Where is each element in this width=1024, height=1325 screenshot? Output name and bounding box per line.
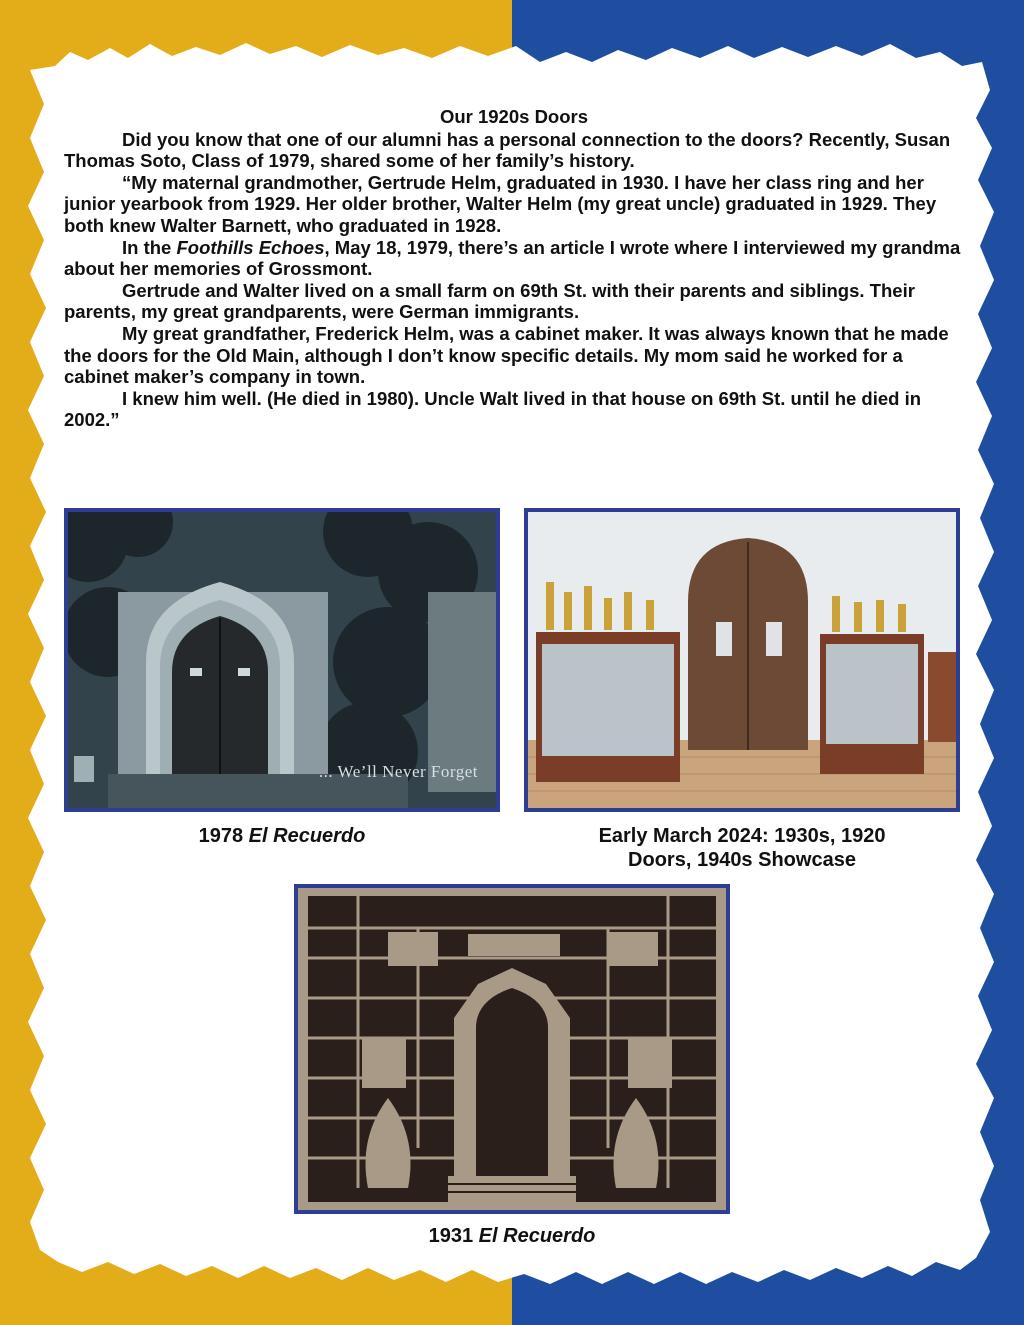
caption-year: 1931 [428,1225,479,1247]
photo-2024-showcase [524,508,960,812]
caption-year: 1978 [198,825,249,847]
photo-2024-caption [524,824,960,872]
photo-1931-caption [294,1224,730,1248]
photo-overlay-text: ... We’ll Never Forget [318,762,478,781]
article-paragraph: “My maternal grandmother, Gertrude Helm, graduated in 1930. I have her class ring and her junior yearbook from 1929. Her older brother, Walter Helm (my great uncle) graduated in 1929. They both knew Walter Barnett, who graduated in 1928. [64,171,937,236]
article [64,106,964,431]
caption-title: El Recuerdo [248,825,366,847]
paragraph-text: , May 18, 1979, there’s an article I wrote where I interviewed my grandma about her memories of Grossmont. [64,236,961,280]
photo-1978-caption [64,824,500,848]
artist-initials: CM [692,1184,710,1196]
caption-title: El Recuerdo [478,1225,596,1247]
caption-line: Early March 2024: 1930s, 1920 [598,825,886,847]
caption-line: Doors, 1940s Showcase [628,849,856,871]
photo-1931-woodcut [294,884,730,1214]
photo-1978-archway [64,508,500,812]
article-paragraph: I knew him well. (He died in 1980). Uncle Walt lived in that house on 69th St. until he died in 2002.” [64,387,922,431]
article-title: Our 1920s Doors [439,106,589,127]
article-paragraph [64,237,964,280]
article-paragraph: My great grandfather, Frederick Helm, was a cabinet maker. It was always known that he made the doors for the Old Main, although I don’t know specific details. My mom said he worked for a cabinet maker’s company in town. [64,322,949,388]
publication-title: Foothills Echoes [176,236,325,258]
article-paragraph: Did you know that one of our alumni has a personal connection to the doors? Recently, Susan Thomas Soto, Class of 1979, shared some of her family’s history. [64,128,951,172]
article-paragraph: Gertrude and Walter lived on a small farm on 69th St. with their parents and siblings. Their parents, my great grandparents, were German immigrants. [64,279,915,323]
paragraph-text: In the [122,236,177,258]
